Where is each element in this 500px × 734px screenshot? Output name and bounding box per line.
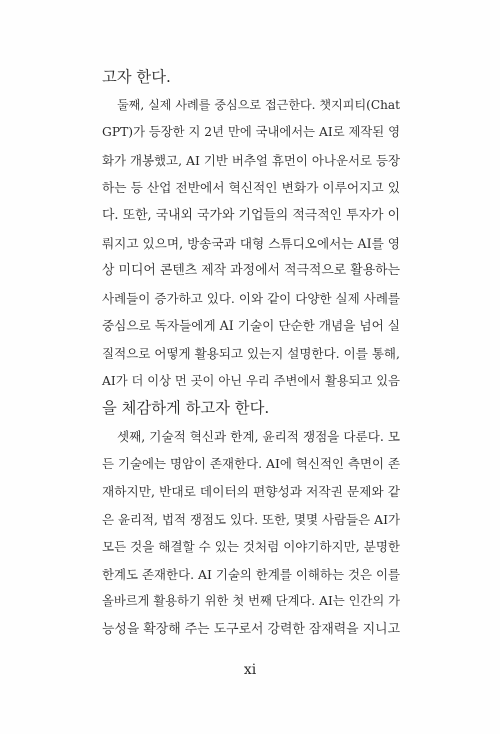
body-text [102, 64, 400, 643]
text-line: 질적으로 어떻게 활용되고 있는지 설명한다. 이를 통해, [102, 345, 400, 361]
text-line: 상 미디어 콘텐츠 제작 과정에서 적극적으로 활용하는 [102, 263, 400, 279]
text-line: GPT)가 등장한 지 2년 만에 국내에서는 AI로 제작된 영 [102, 125, 400, 140]
text-line: 을 체감하게 하고자 한다. [102, 399, 270, 418]
text-line: 든 기술에는 명암이 존재한다. AI에 혁신적인 측면이 존 [102, 456, 400, 472]
text-line: 고자 한다. [102, 68, 171, 86]
page-number: xi [243, 662, 257, 678]
text-line: 능성을 확장해 주는 도구로서 강력한 잠재력을 지니고 [102, 621, 400, 637]
text-line: 둘째, 실제 사례를 중심으로 접근한다. 챗지피티(Chat [117, 97, 400, 112]
text-line: 하는 등 산업 전반에서 혁신적인 변화가 이루어지고 있 [102, 180, 400, 196]
text-line: 사례들이 증가하고 있다. 이와 같이 다양한 실제 사례를 [102, 290, 400, 306]
text-line: 셋째, 기술적 혁신과 한계, 윤리적 쟁점을 다룬다. 모 [117, 428, 400, 444]
text-line: 모든 것을 해결할 수 있는 것처럼 이야기하지만, 분명한 [102, 539, 400, 555]
text-line: 화가 개봉했고, AI 기반 버추얼 휴먼이 아나운서로 등장 [102, 152, 400, 168]
text-line: 한계도 존재한다. AI 기술의 한계를 이해하는 것은 이를 [102, 566, 400, 582]
text-line: 올바르게 활용하기 위한 첫 번째 단계다. AI는 인간의 가 [102, 594, 400, 609]
text-line: 뤄지고 있으며, 방송국과 대형 스튜디오에서는 AI를 영 [102, 235, 400, 251]
text-line: 재하지만, 반대로 데이터의 편향성과 저작권 문제와 같 [102, 483, 400, 499]
text-line: AI가 더 이상 먼 곳이 아닌 우리 주변에서 활용되고 있음 [102, 373, 400, 388]
text-line: 은 윤리적, 법적 쟁점도 있다. 또한, 몇몇 사람들은 AI가 [102, 511, 400, 527]
text-line: 다. 또한, 국내외 국가와 기업들의 적극적인 투자가 이 [102, 207, 400, 223]
text-line: 중심으로 독자들에게 AI 기술이 단순한 개념을 넘어 실 [102, 318, 400, 334]
